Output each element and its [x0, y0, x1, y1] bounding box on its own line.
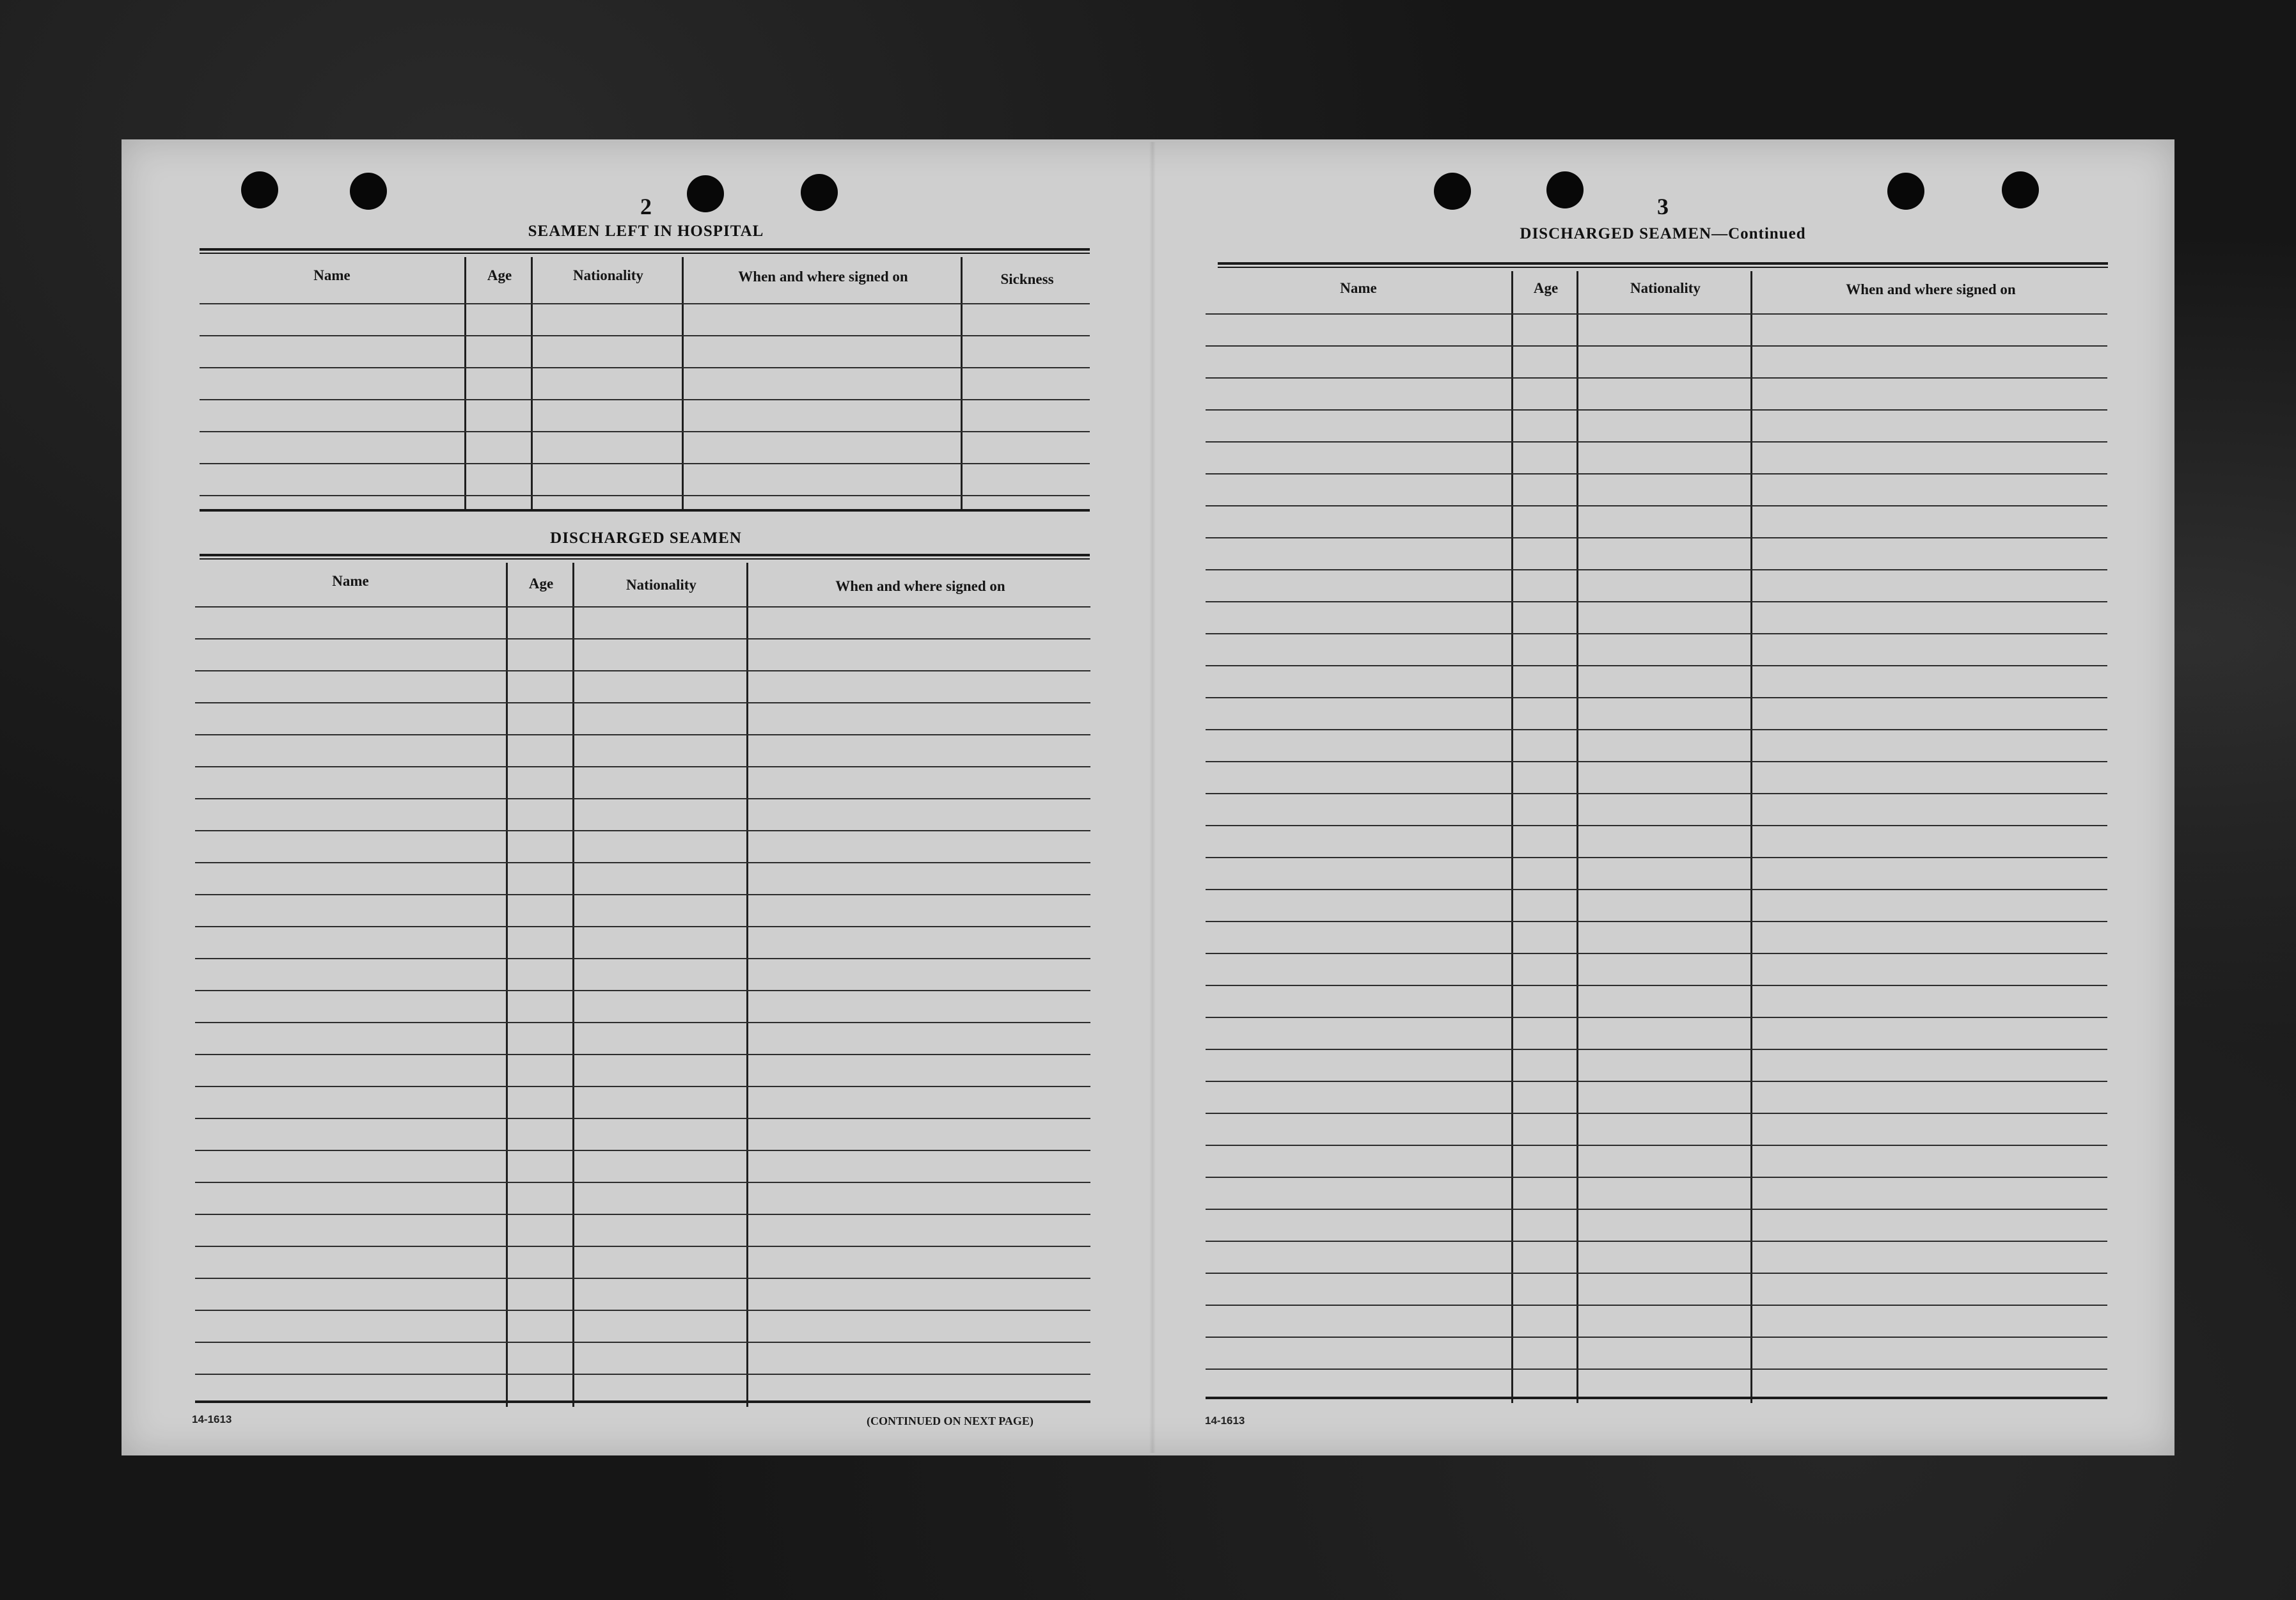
table-row-line: [1206, 1273, 2107, 1274]
table-row-line: [195, 1086, 1090, 1087]
discharged-top-rule: [200, 554, 1090, 560]
column-header-age: Age: [528, 576, 554, 592]
discharged-continued-title: DISCHARGED SEAMEN—Continued: [1520, 225, 1806, 242]
table-row-line: [1206, 441, 2107, 443]
table-row-line: [195, 958, 1090, 959]
punch-hole: [1546, 171, 1584, 208]
table-row-line: [1206, 921, 2107, 922]
page-number-left: 2: [640, 194, 652, 219]
discharged-table: [195, 563, 1090, 1407]
table-row-line: [195, 798, 1090, 799]
table-row-line: [195, 894, 1090, 895]
column-header-signed-on: When and where signed on: [738, 269, 908, 285]
header-divider: [1206, 313, 2107, 315]
column-header-name: Name: [332, 573, 369, 589]
column-header-signed-on: When and where signed on: [1846, 281, 2016, 297]
table-row-line: [1206, 793, 2107, 794]
hospital-top-rule: [200, 248, 1090, 254]
punch-hole: [350, 173, 387, 210]
table-row-line: [1206, 1113, 2107, 1114]
punch-hole: [1887, 173, 1924, 210]
column-nationality: [531, 257, 684, 512]
table-row-line: [195, 862, 1090, 863]
column-name: [200, 257, 464, 512]
table-row-line: [1206, 1081, 2107, 1082]
table-bottom-rule: [195, 1400, 1090, 1403]
form-code-left: 14-1613: [192, 1413, 232, 1425]
column-header-nationality: Nationality: [626, 577, 696, 593]
hospital-section-title: SEAMEN LEFT IN HOSPITAL: [528, 223, 764, 240]
column-sickness: [961, 257, 1092, 512]
table-row-line: [1206, 569, 2107, 570]
table-row-line: [1206, 1177, 2107, 1178]
punch-hole: [241, 171, 278, 208]
column-header-nationality: Nationality: [573, 267, 643, 283]
continued-note: (CONTINUED ON NEXT PAGE): [867, 1415, 1034, 1427]
continued-top-rule: [1218, 262, 2108, 268]
table-row-line: [195, 1150, 1090, 1151]
table-row-line: [195, 1022, 1090, 1023]
table-row-line: [195, 670, 1090, 671]
column-header-nationality: Nationality: [1630, 280, 1701, 296]
table-row-line: [1206, 889, 2107, 890]
table-row-line: [195, 1118, 1090, 1119]
table-row-line: [195, 830, 1090, 831]
table-row-line: [1206, 505, 2107, 506]
discharged-section-title: DISCHARGED SEAMEN: [550, 529, 742, 547]
column-signed-on: [682, 257, 963, 512]
table-row-line: [1206, 665, 2107, 666]
table-row-line: [195, 1054, 1090, 1055]
table-row-line: [1206, 825, 2107, 826]
table-row-line: [1206, 633, 2107, 634]
table-row-line: [1206, 985, 2107, 986]
table-row-line: [1206, 345, 2107, 347]
column-header-name: Name: [1340, 280, 1377, 296]
table-row-line: [1206, 1049, 2107, 1050]
table-row-line: [195, 926, 1090, 927]
table-row-line: [200, 335, 1090, 336]
discharged-continued-table: [1206, 271, 2107, 1403]
page-number-right: 3: [1657, 194, 1669, 219]
hospital-table: [200, 257, 1090, 512]
header-divider: [200, 303, 1090, 304]
table-row-line: [195, 1246, 1090, 1247]
table-row-line: [1206, 1241, 2107, 1242]
table-row-line: [200, 431, 1090, 432]
punch-hole: [2002, 171, 2039, 208]
table-row-line: [200, 399, 1090, 400]
punch-hole: [687, 175, 724, 212]
table-row-line: [195, 638, 1090, 639]
table-row-line: [1206, 1369, 2107, 1370]
column-age: [506, 563, 574, 1407]
header-divider: [195, 606, 1090, 608]
table-row-line: [195, 1374, 1090, 1375]
column-header-age: Age: [487, 267, 512, 283]
table-row-line: [1206, 1145, 2107, 1146]
table-row-line: [195, 1182, 1090, 1183]
punch-hole: [801, 174, 838, 211]
table-row-line: [195, 990, 1090, 991]
column-age: [464, 257, 533, 512]
table-row-line: [1206, 473, 2107, 475]
table-row-line: [195, 766, 1090, 767]
column-header-signed-on: When and where signed on: [835, 578, 1005, 594]
column-name: [195, 563, 506, 1407]
center-fold: [1149, 142, 1156, 1453]
table-row-line: [1206, 729, 2107, 730]
table-row-line: [195, 1310, 1090, 1311]
table-row-line: [1206, 697, 2107, 698]
table-row-line: [195, 1342, 1090, 1343]
column-nationality: [572, 563, 748, 1407]
form-code-right: 14-1613: [1205, 1415, 1245, 1427]
table-row-line: [1206, 601, 2107, 602]
column-header-age: Age: [1533, 280, 1559, 296]
table-row-line: [1206, 1017, 2107, 1018]
table-row-line: [1206, 377, 2107, 379]
table-row-line: [1206, 1305, 2107, 1306]
table-row-line: [1206, 857, 2107, 858]
table-row-line: [1206, 1337, 2107, 1338]
table-row-line: [200, 367, 1090, 368]
table-row-line: [195, 1278, 1090, 1279]
table-row-line: [1206, 409, 2107, 411]
punch-hole: [1434, 173, 1471, 210]
table-row-line: [1206, 1209, 2107, 1210]
table-row-line: [200, 463, 1090, 464]
column-signed-on: [746, 563, 1092, 1407]
table-row-line: [1206, 953, 2107, 954]
table-row-line: [1206, 537, 2107, 538]
table-row-line: [195, 702, 1090, 703]
column-header-sickness: Sickness: [1000, 271, 1054, 287]
table-row-line: [195, 1214, 1090, 1215]
table-bottom-rule: [200, 509, 1090, 512]
table-row-line: [200, 495, 1090, 496]
table-row-line: [1206, 761, 2107, 762]
table-bottom-rule: [1206, 1397, 2107, 1399]
column-header-name: Name: [313, 267, 350, 283]
table-row-line: [195, 734, 1090, 735]
